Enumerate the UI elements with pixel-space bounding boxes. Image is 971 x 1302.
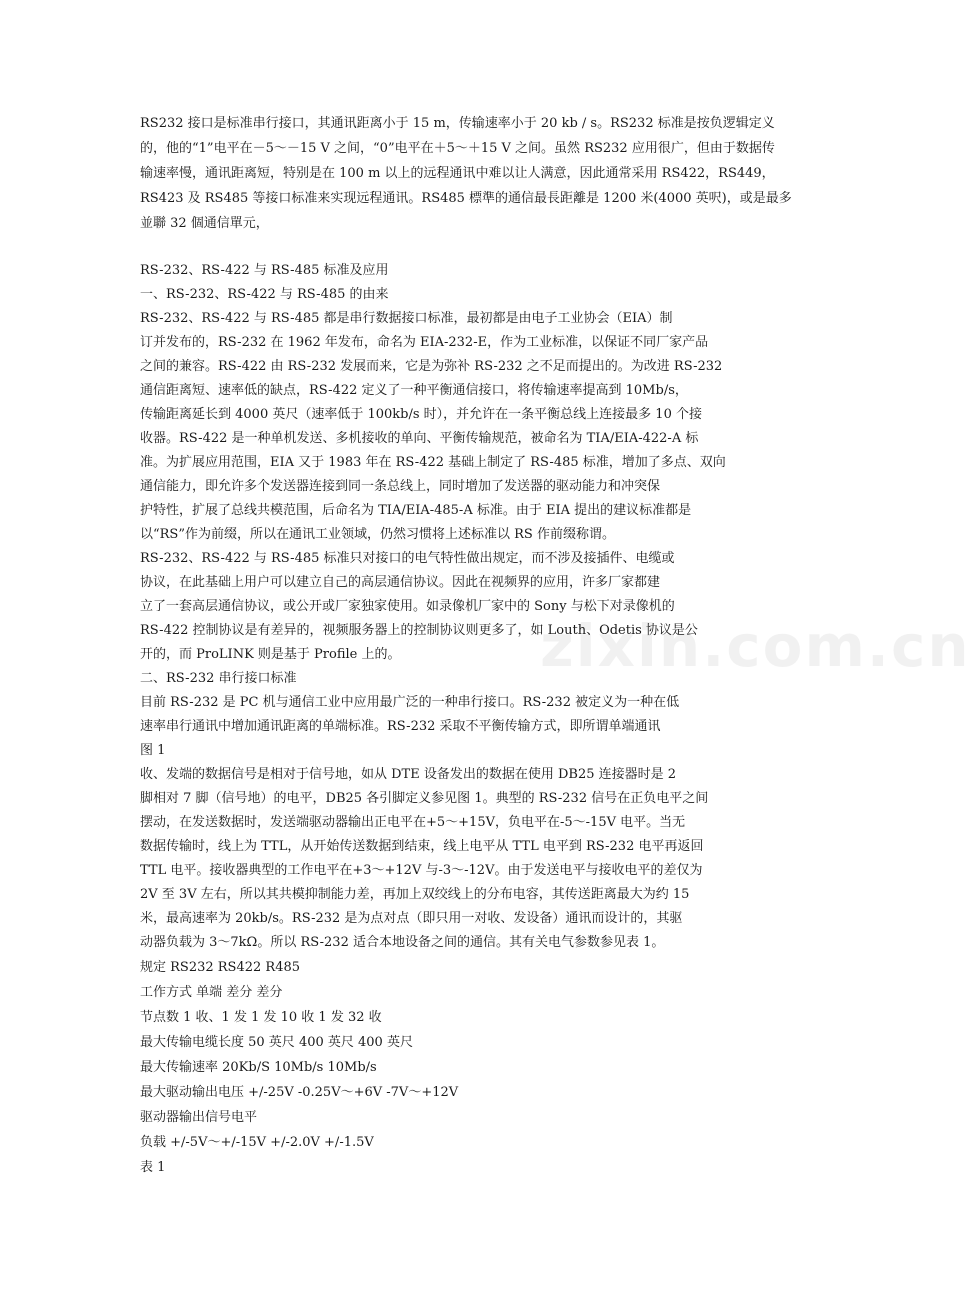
section-heading: 一、RS-232、RS-422 与 RS-485 的由来 bbox=[140, 287, 389, 302]
article-line: 准。为扩展应用范围，EIA 又于 1983 年在 RS-422 基础上制定了 RS-485 标准，增加了多点、双向 bbox=[140, 455, 726, 470]
table-row: 负载 +/-5V～+/-15V +/-2.0V +/-1.5V bbox=[140, 1135, 374, 1150]
article-line: 协议，在此基础上用户可以建立自己的高层通信协议。因此在视频界的应用，许多厂家都建 bbox=[140, 575, 661, 590]
table-row: 最大传输速率 20Kb/S 10Mb/s 10Mb/s bbox=[140, 1060, 377, 1075]
article-line: 护特性，扩展了总线共模范围，后命名为 TIA/EIA-485-A 标准。由于 EIA 提出的建议标准都是 bbox=[140, 503, 692, 518]
intro-line: 输速率慢，通讯距离短，特别是在 100 m 以上的远程通讯中难以让人满意，因此通常采用 RS422，RS449， bbox=[140, 166, 775, 181]
table-row: 驱动器输出信号电平 bbox=[140, 1110, 258, 1125]
intro-line: 的，他的“1”电平在－5～－15 V 之间，“0”电平在＋5～＋15 V 之间。虽然 RS232 应用很广，但由于数据传 bbox=[140, 141, 775, 156]
intro-line: RS423 及 RS485 等接口标准来实现远程通讯。RS485 標準的通信最長距離是 1200 米(4000 英呎)，或是最多 bbox=[140, 191, 792, 206]
article-line: 动器负载为 3～7kΩ。所以 RS-232 适合本地设备之间的通信。其有关电气参数参见表 1。 bbox=[140, 935, 665, 950]
article-line: 目前 RS-232 是 PC 机与通信工业中应用最广泛的一种串行接口。RS-232 被定义为一种在低 bbox=[140, 695, 680, 710]
table-row: 工作方式 单端 差分 差分 bbox=[140, 985, 283, 1000]
article-line: 订并发布的，RS-232 在 1962 年发布，命名为 EIA-232-E，作为工业标准，以保证不同厂家产品 bbox=[140, 335, 709, 350]
article-line: 脚相对 7 脚（信号地）的电平，DB25 各引脚定义参见图 1。典型的 RS-232 信号在正负电平之间 bbox=[140, 791, 709, 806]
article-line: 数据传输时，线上为 TTL，从开始传送数据到结束，线上电平从 TTL 电平到 RS-232 电平再返回 bbox=[140, 839, 704, 854]
article-line: RS-422 控制协议是有差异的，视频服务器上的控制协议则更多了，如 Louth、Odetis 协议是公 bbox=[140, 623, 698, 638]
article-line: 以“RS”作为前缀，所以在通讯工业领域，仍然习惯将上述标准以 RS 作前缀称谓。 bbox=[140, 527, 615, 542]
intro-line: 並聯 32 個通信單元， bbox=[140, 216, 269, 231]
article-title: RS-232、RS-422 与 RS-485 标准及应用 bbox=[140, 263, 389, 278]
article-line: 2V 至 3V 左右，所以其共模抑制能力差，再加上双绞线上的分布电容，其传送距离最大为约 15 bbox=[140, 887, 690, 902]
intro-line: RS232 接口是标准串行接口，其通讯距离小于 15 m，传输速率小于 20 kb / s。RS232 标准是按负逻辑定义 bbox=[140, 116, 775, 131]
article-line: 传输距离延长到 4000 英尺（速率低于 100kb/s 时），并允许在一条平衡总线上连接最多 10 个接 bbox=[140, 407, 702, 422]
table-caption: 表 1 bbox=[140, 1160, 166, 1175]
article-line: TTL 电平。接收器典型的工作电平在+3～+12V 与-3～-12V。由于发送电平与接收电平的差仅为 bbox=[140, 863, 703, 878]
article-line: 速率串行通讯中增加通讯距离的单端标准。RS-232 采取不平衡传输方式，即所谓单端通讯 bbox=[140, 719, 661, 734]
article-line: 开的，而 ProLINK 则是基于 Profile 上的。 bbox=[140, 647, 401, 662]
article-line: 收、发端的数据信号是相对于信号地，如从 DTE 设备发出的数据在使用 DB25 连接器时是 2 bbox=[140, 767, 677, 782]
watermark: zixin.com.cn bbox=[540, 612, 971, 680]
section-heading: 二、RS-232 串行接口标准 bbox=[140, 671, 297, 686]
article-line: 之间的兼容。RS-422 由 RS-232 发展而来，它是为弥补 RS-232 之不足而提出的。为改进 RS-232 bbox=[140, 359, 723, 374]
article-line: 通信能力，即允许多个发送器连接到同一条总线上，同时增加了发送器的驱动能力和冲突保 bbox=[140, 479, 661, 494]
figure-caption: 图 1 bbox=[140, 743, 166, 758]
table-row: 最大驱动输出电压 +/-25V -0.25V～+6V -7V～+12V bbox=[140, 1085, 459, 1100]
table-row: 最大传输电缆长度 50 英尺 400 英尺 400 英尺 bbox=[140, 1035, 413, 1050]
article-line: 摆动，在发送数据时，发送端驱动器输出正电平在+5～+15V，负电平在-5～-15V 电平。当无 bbox=[140, 815, 686, 830]
article-line: RS-232、RS-422 与 RS-485 标准只对接口的电气特性做出规定，而不涉及接插件、电缆或 bbox=[140, 551, 675, 566]
table-row: 规定 RS232 RS422 R485 bbox=[140, 960, 301, 975]
article-line: 通信距离短、速率低的缺点，RS-422 定义了一种平衡通信接口，将传输速率提高到 10Mb/s， bbox=[140, 383, 688, 398]
table-row: 节点数 1 收、1 发 1 发 10 收 1 发 32 收 bbox=[140, 1010, 382, 1025]
article-line: 立了一套高层通信协议，或公开或厂家独家使用。如录像机厂家中的 Sony 与松下对录像机的 bbox=[140, 599, 675, 614]
article-line: RS-232、RS-422 与 RS-485 都是串行数据接口标准，最初都是由电子工业协会（EIA）制 bbox=[140, 311, 673, 326]
article-line: 米，最高速率为 20kb/s。RS-232 是为点对点（即只用一对收、发设备）通讯而设计的，其驱 bbox=[140, 911, 683, 926]
article-line: 收器。RS-422 是一种单机发送、多机接收的单向、平衡传输规范，被命名为 TIA/EIA-422-A 标 bbox=[140, 431, 699, 446]
